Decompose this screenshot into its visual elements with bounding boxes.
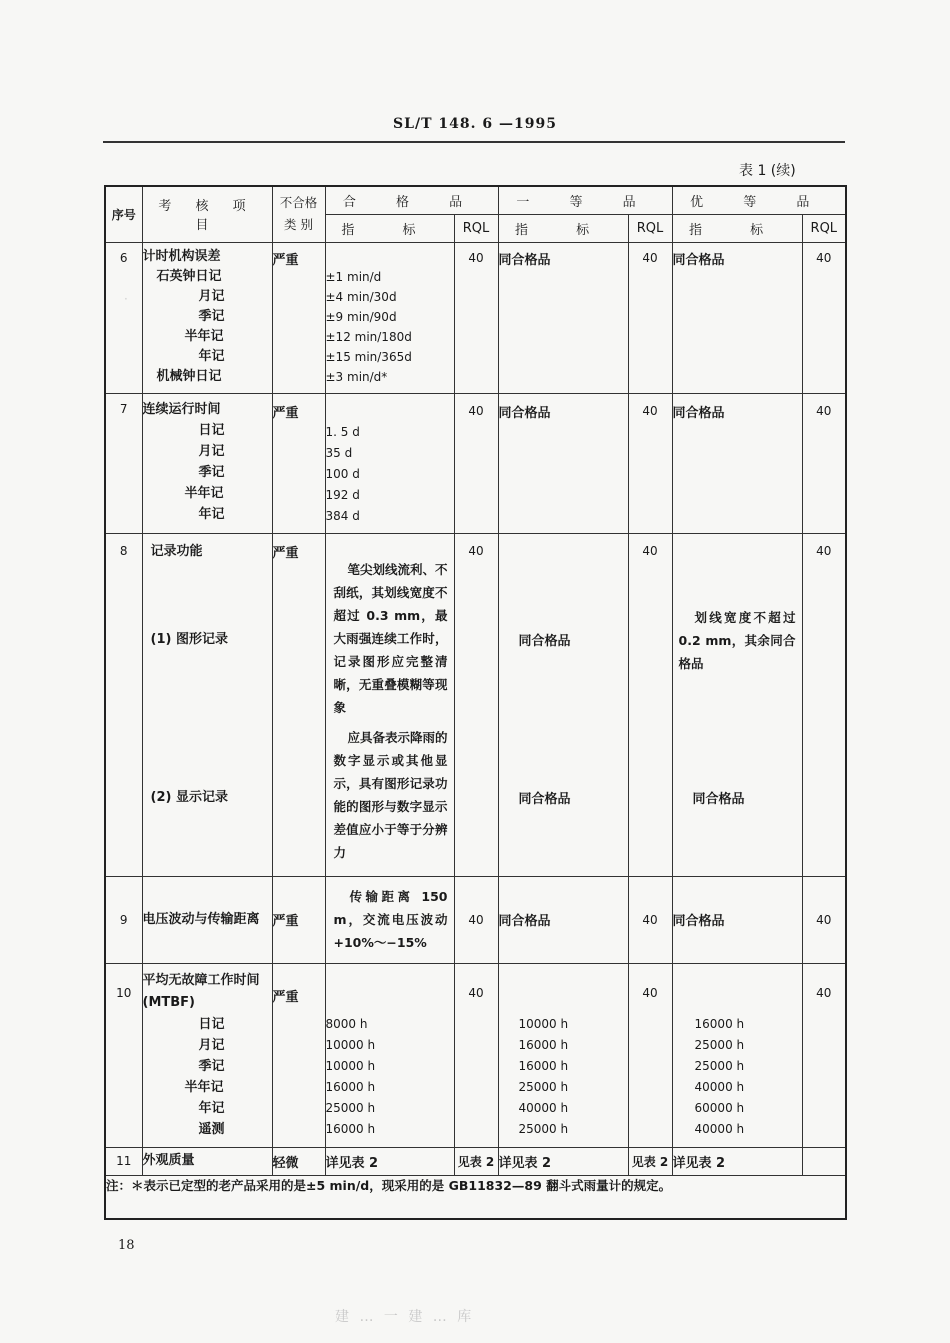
item-cell [142, 1147, 272, 1175]
header-row-1 [105, 186, 846, 214]
value-line: 25000 h [694, 1058, 745, 1073]
col-header-first-class: 一 等 品 [498, 186, 672, 214]
category-cell: 严重 [272, 242, 325, 393]
col-header-rql-2: RQL [628, 214, 672, 242]
transmission-spec: 传输距离 150 m，交流电压波动 +10%～−15% [333, 889, 448, 950]
item-sub: 半年记 [184, 328, 224, 344]
value-line: 40000 h [694, 1079, 745, 1094]
superior-cell [672, 533, 802, 876]
first-class-cell [498, 533, 628, 876]
value-line: 10000 h [325, 1037, 376, 1052]
rql-cell: 40 [454, 963, 498, 1147]
value-line: ±12 min/180d [325, 329, 412, 344]
value-line: 16000 h [325, 1079, 376, 1094]
row-number: 7 [105, 393, 142, 533]
item-title: 电压波动与传输距离 [142, 911, 260, 927]
item-sub: 半年记 [184, 485, 224, 501]
table-row [105, 393, 846, 533]
display-record-spec: 应具备表示降雨的数字显示或其他显示，具有图形记录功能的图形与数字显示差值应小于等于分辨力 [333, 729, 448, 860]
first-class-cell: 同合格品 [498, 393, 628, 533]
row-number: 6 [105, 242, 142, 393]
row-number: 11 [105, 1147, 142, 1175]
rql-cell: 40 [454, 876, 498, 963]
item-sub: 月记 [198, 1037, 225, 1053]
scan-speck: · [124, 292, 128, 306]
category-cell: 严重 [272, 393, 325, 533]
item-sub: 日记 [198, 422, 225, 438]
first-class-cell: 详见表 2 [498, 1147, 628, 1175]
first-class-cell [498, 963, 628, 1147]
value-line: ±15 min/365d [325, 349, 412, 364]
rql-cell: 40 [454, 242, 498, 393]
value-line: 10000 h [518, 1016, 569, 1031]
category-cell: 轻微 [272, 1147, 325, 1175]
table-row [105, 876, 846, 963]
rql-cell: 40 [628, 393, 672, 533]
rql-cell [802, 1147, 846, 1175]
item-sub: 月记 [198, 288, 225, 304]
note-row [105, 1175, 846, 1219]
page-number: 18 [118, 1238, 135, 1253]
indicator-cell [325, 393, 454, 533]
item-cell [142, 242, 272, 393]
item-title: 外观质量 [142, 1153, 195, 1168]
value-line: 16000 h [694, 1016, 745, 1031]
item-sub: 遥测 [198, 1121, 225, 1137]
superior-cell: 详见表 2 [672, 1147, 802, 1175]
table-caption: 表 1 (续) [739, 163, 796, 179]
value-line: 35 d [325, 445, 353, 460]
indicator-cell: 详见表 2 [325, 1147, 454, 1175]
col-header-rql-1: RQL [454, 214, 498, 242]
rql-cell: 40 [454, 533, 498, 876]
value-line: 192 d [325, 487, 360, 502]
superior-cell: 同合格品 [672, 242, 802, 393]
first-display: 同合格品 [518, 791, 571, 807]
item-sub: (2) 显示记录 [150, 789, 228, 805]
item-cell [142, 393, 272, 533]
col-header-category: 不合格 类 别 [272, 186, 325, 242]
col-header-rql-3: RQL [802, 214, 846, 242]
rql-cell: 40 [802, 533, 846, 876]
item-sub: 月记 [198, 443, 225, 459]
item-sub: (1) 图形记录 [150, 631, 228, 647]
indicator-cell [325, 533, 454, 876]
rql-cell: 40 [628, 533, 672, 876]
category-cell: 严重 [272, 963, 325, 1147]
item-cell [142, 876, 272, 963]
value-line: 100 d [325, 466, 360, 481]
superior-cell: 同合格品 [672, 393, 802, 533]
indicator-cell [325, 242, 454, 393]
document-code: SL/T 148. 6 —1995 [393, 116, 557, 132]
col-header-indicator-1: 指 标 [325, 214, 454, 242]
item-title: 连续运行时间 [142, 401, 221, 417]
item-cell [142, 963, 272, 1147]
value-line: ±9 min/90d [325, 309, 397, 324]
superior-cell [672, 963, 802, 1147]
value-line: 16000 h [325, 1121, 376, 1136]
superior-graphic: 划线宽度不超过 0.2 mm，其余同合格品 [678, 609, 796, 671]
value-line: 40000 h [518, 1100, 569, 1115]
header-rule [103, 141, 845, 143]
value-line: 16000 h [518, 1037, 569, 1052]
value-line: 25000 h [325, 1100, 376, 1115]
value-line: 25000 h [694, 1037, 745, 1052]
rql-cell: 40 [628, 242, 672, 393]
category-cell: 严重 [272, 876, 325, 963]
value-line: 25000 h [518, 1079, 569, 1094]
value-line: ±3 min/d* [325, 369, 388, 384]
rql-cell: 见表 2 [628, 1147, 672, 1175]
table-row [105, 963, 846, 1147]
item-title: 计时机构误差 [142, 248, 221, 264]
col-header-qualified: 合 格 品 [325, 186, 498, 214]
category-cell: 严重 [272, 533, 325, 876]
row-number: 10 [105, 963, 142, 1147]
item-sub: 季记 [198, 308, 225, 324]
value-line: 25000 h [518, 1121, 569, 1136]
table-note: 注：＊表示已定型的老产品采用的是±5 min/d，现采用的是 GB11832—89 翻斗式雨量计的规定。 [105, 1175, 846, 1219]
col-header-item: 考 核 项 目 [142, 186, 272, 242]
first-class-cell: 同合格品 [498, 242, 628, 393]
item-sub: 石英钟日记 [156, 268, 222, 284]
col-header-no: 序号 [105, 186, 142, 242]
superior-cell: 同合格品 [672, 876, 802, 963]
indicator-cell [325, 963, 454, 1147]
rql-cell: 40 [802, 393, 846, 533]
value-line: ±4 min/30d [325, 289, 397, 304]
graphic-record-spec: 笔尖划线流利、不刮纸，其划线宽度不超过 0.3 mm，最大雨强连续工作时，记录图形应完整清晰，无重叠模糊等现象 [333, 561, 448, 715]
value-line: 40000 h [694, 1121, 745, 1136]
table-row [105, 242, 846, 393]
value-line: 384 d [325, 508, 360, 523]
superior-display: 同合格品 [692, 791, 745, 807]
item-sub: 机械钟日记 [156, 368, 222, 384]
specification-table [104, 185, 847, 1220]
table-row [105, 1147, 846, 1175]
value-line: 60000 h [694, 1100, 745, 1115]
table-row [105, 533, 846, 876]
indicator-cell [325, 876, 454, 963]
item-sub: 季记 [198, 1058, 225, 1074]
col-header-superior: 优 等 品 [672, 186, 846, 214]
rql-cell: 40 [628, 963, 672, 1147]
item-sub: 半年记 [184, 1079, 224, 1095]
col-header-indicator-3: 指 标 [672, 214, 802, 242]
value-line: 1. 5 d [325, 424, 360, 439]
value-line: 16000 h [518, 1058, 569, 1073]
watermark: 建 … 一 建 … 库 [335, 1309, 475, 1325]
row-number: 8 [105, 533, 142, 876]
item-sub: 年记 [198, 506, 225, 522]
rql-cell: 40 [454, 393, 498, 533]
col-header-indicator-2: 指 标 [498, 214, 628, 242]
value-line: 8000 h [325, 1016, 368, 1031]
item-sub: 年记 [198, 1100, 225, 1116]
first-graphic: 同合格品 [518, 633, 571, 649]
rql-cell: 见表 2 [454, 1147, 498, 1175]
rql-cell: 40 [802, 876, 846, 963]
first-class-cell: 同合格品 [498, 876, 628, 963]
item-cell [142, 533, 272, 876]
item-title: 记录功能 [150, 543, 203, 559]
item-sub: 季记 [198, 464, 225, 480]
value-line: 10000 h [325, 1058, 376, 1073]
rql-cell: 40 [628, 876, 672, 963]
value-line: ±1 min/d [325, 269, 382, 284]
rql-cell: 40 [802, 242, 846, 393]
item-sub: 日记 [198, 1016, 225, 1032]
item-sub: 年记 [198, 348, 225, 364]
item-title: 平均无故障工作时间 (MTBF) [142, 972, 260, 1010]
rql-cell: 40 [802, 963, 846, 1147]
row-number: 9 [105, 876, 142, 963]
